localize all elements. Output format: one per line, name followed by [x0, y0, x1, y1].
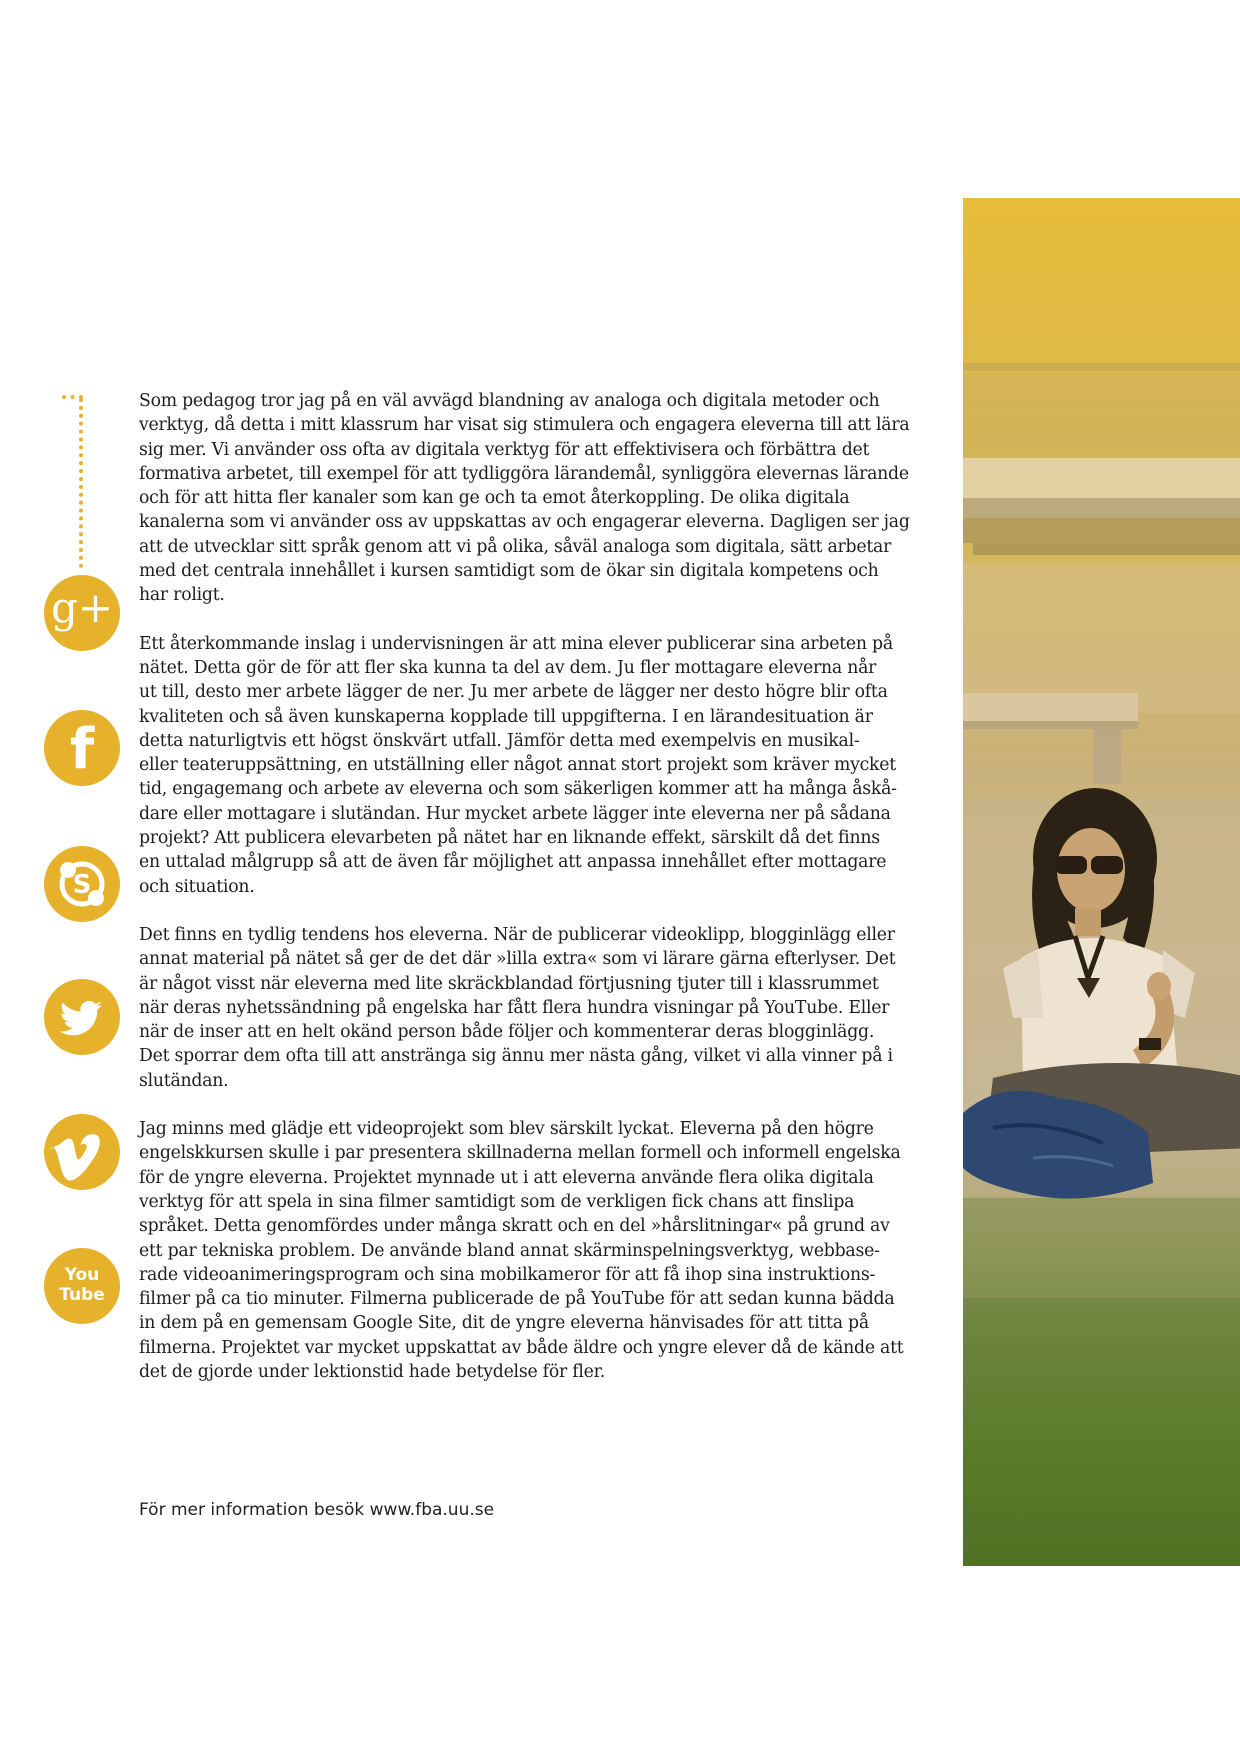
vimeo-icon[interactable]	[44, 1114, 120, 1190]
facebook-icon[interactable]	[44, 710, 120, 786]
twitter-icon[interactable]	[44, 979, 120, 1055]
article-body	[139, 389, 914, 1408]
text-line: verktyg för att spela in sina filmer samtidigt som de verkligen fick chans att finslipa	[139, 1191, 855, 1212]
dotted-connector-vertical	[79, 398, 87, 568]
vimeo-glyph	[44, 1114, 120, 1190]
text-line: Det sporrar dem ofta till att anstränga sig ännu mer nästa gång, vilket vi alla vinner på i	[139, 1046, 893, 1067]
footer-info: För mer information besök www.fba.uu.se	[139, 1500, 495, 1520]
paragraph	[139, 1117, 914, 1384]
text-line: detta naturligtvis ett högst önskvärt utfall. Jämför detta med exempelvis en musikal-	[139, 730, 860, 751]
paragraph	[139, 389, 914, 608]
youtube-icon[interactable]	[44, 1248, 120, 1324]
text-line: ett par tekniska problem. De använde bland annat skärminspelningsverktyg, webbase-	[139, 1240, 880, 1261]
text-line: och situation.	[139, 876, 255, 897]
text-line: när deras nyhetssändning på engelska har fått flera hundra visningar på YouTube. Eller	[139, 997, 890, 1018]
text-line: när de inser att en helt okänd person både följer och kommenterar deras blogginlägg.	[139, 1022, 875, 1043]
text-line: tid, engagemang och arbete av eleverna och som säkerligen kommer att ha många åskå-	[139, 779, 897, 800]
text-line: formativa arbetet, till exempel för att tydliggöra lärandemål, synliggöra elevernas lärande	[139, 463, 909, 484]
skype-glyph	[44, 846, 120, 922]
text-line: dare eller mottagare i slutändan. Hur mycket arbete lägger inte eleverna ner på sådana	[139, 803, 891, 824]
text-line: med det centrala innehållet i kursen samtidigt som de ökar sin digitala kompetens och	[139, 561, 879, 582]
text-line: ut till, desto mer arbete lägger de ner. Ju mer arbete de lägger ner desto högre blir ofta	[139, 682, 888, 703]
text-line: för de yngre eleverna. Projektet mynnade ut i att eleverna använde flera olika digitala	[139, 1167, 874, 1188]
text-line: att de utvecklar sitt språk genom att vi på olika, såväl analoga som digitala, sätt arbetar	[139, 536, 892, 557]
text-line: eller teateruppsättning, en utställning eller något annat stort projekt som kräver mycket	[139, 755, 896, 776]
text-line: filmer på ca tio minuter. Filmerna publicerade de på YouTube för att sedan kunna bädda	[139, 1289, 895, 1310]
text-line: Som pedagog tror jag på en väl avvägd blandning av analoga och digitala metoder och	[139, 391, 880, 411]
paragraph	[139, 632, 914, 899]
photo-illustration	[963, 198, 1240, 1566]
text-line: engelskkursen skulle i par presentera skillnaderna mellan formell och informell engelska	[139, 1143, 901, 1164]
text-line: en uttalad målgrupp så att de även får möjlighet att anpassa innehållet efter mottagare	[139, 852, 887, 873]
text-line: Jag minns med glädje ett videoprojekt som blev särskilt lyckat. Eleverna på den högre	[139, 1119, 874, 1140]
text-line: rade videoanimeringsprogram och sina mobilkameror för att få ihop sina instruktions-	[139, 1264, 876, 1285]
text-line: kanalerna som vi använder oss av uppskattas av och engagerar eleverna. Dagligen ser jag	[139, 512, 910, 533]
text-line: det de gjorde under lektionstid hade betydelse för fler.	[139, 1361, 605, 1382]
text-line: annat material på nätet så ger de det där »lilla extra« som vi lärare gärna efterlyser. Det	[139, 949, 896, 970]
text-line: in dem på en gemensam Google Site, dit de yngre eleverna hänvisades för att titta på	[139, 1313, 869, 1334]
text-line: språket. Detta genomfördes under många skratt och en del »hårslitningar« på grund av	[139, 1216, 890, 1237]
text-line: filmerna. Projektet var mycket uppskattat av både äldre och yngre elever då de kände att	[139, 1337, 904, 1358]
text-line: Det finns en tydlig tendens hos eleverna. När de publicerar videoklipp, blogginlägg eller	[139, 924, 895, 945]
text-line: projekt? Att publicera elevarbeten på nätet har en liknande effekt, särskilt då det finns	[139, 828, 880, 849]
text-line: sig mer. Vi använder oss ofta av digitala verktyg för att effektivisera och förbättra det	[139, 439, 870, 460]
youtube-glyph-line2: Tube	[59, 1285, 105, 1305]
text-line: verktyg, då detta i mitt klassrum har visat sig stimulera och engagera eleverna till att lära	[139, 415, 910, 436]
text-line: och för att hitta fler kanaler som kan ge och ta emot återkoppling. De olika digitala	[139, 488, 850, 509]
youtube-glyph	[44, 1248, 120, 1324]
facebook-glyph: f	[69, 717, 95, 782]
text-line: Ett återkommande inslag i undervisningen är att mina elever publicerar sina arbeten på	[139, 633, 893, 654]
paragraph	[139, 923, 914, 1093]
google-plus-icon[interactable]	[44, 575, 120, 651]
text-line: har roligt.	[139, 585, 225, 606]
text-line: slutändan.	[139, 1070, 229, 1091]
text-line: nätet. Detta gör de för att fler ska kunna ta del av dem. Ju fler mottagare eleverna når	[139, 657, 877, 678]
google-plus-glyph: g+	[50, 583, 114, 632]
svg-text:S: S	[72, 870, 92, 900]
text-line: är något visst när eleverna med lite skräckblandad förtjusning tjuter till i klassrummet	[139, 973, 879, 994]
photo-woman-on-grass	[963, 198, 1240, 1566]
twitter-glyph	[44, 979, 120, 1055]
skype-icon[interactable]	[44, 846, 120, 922]
text-line: kvaliteten och så även kunskaperna kopplade till uppgifterna. I en lärandesituation är	[139, 706, 873, 727]
youtube-glyph-line1: You	[64, 1265, 100, 1285]
